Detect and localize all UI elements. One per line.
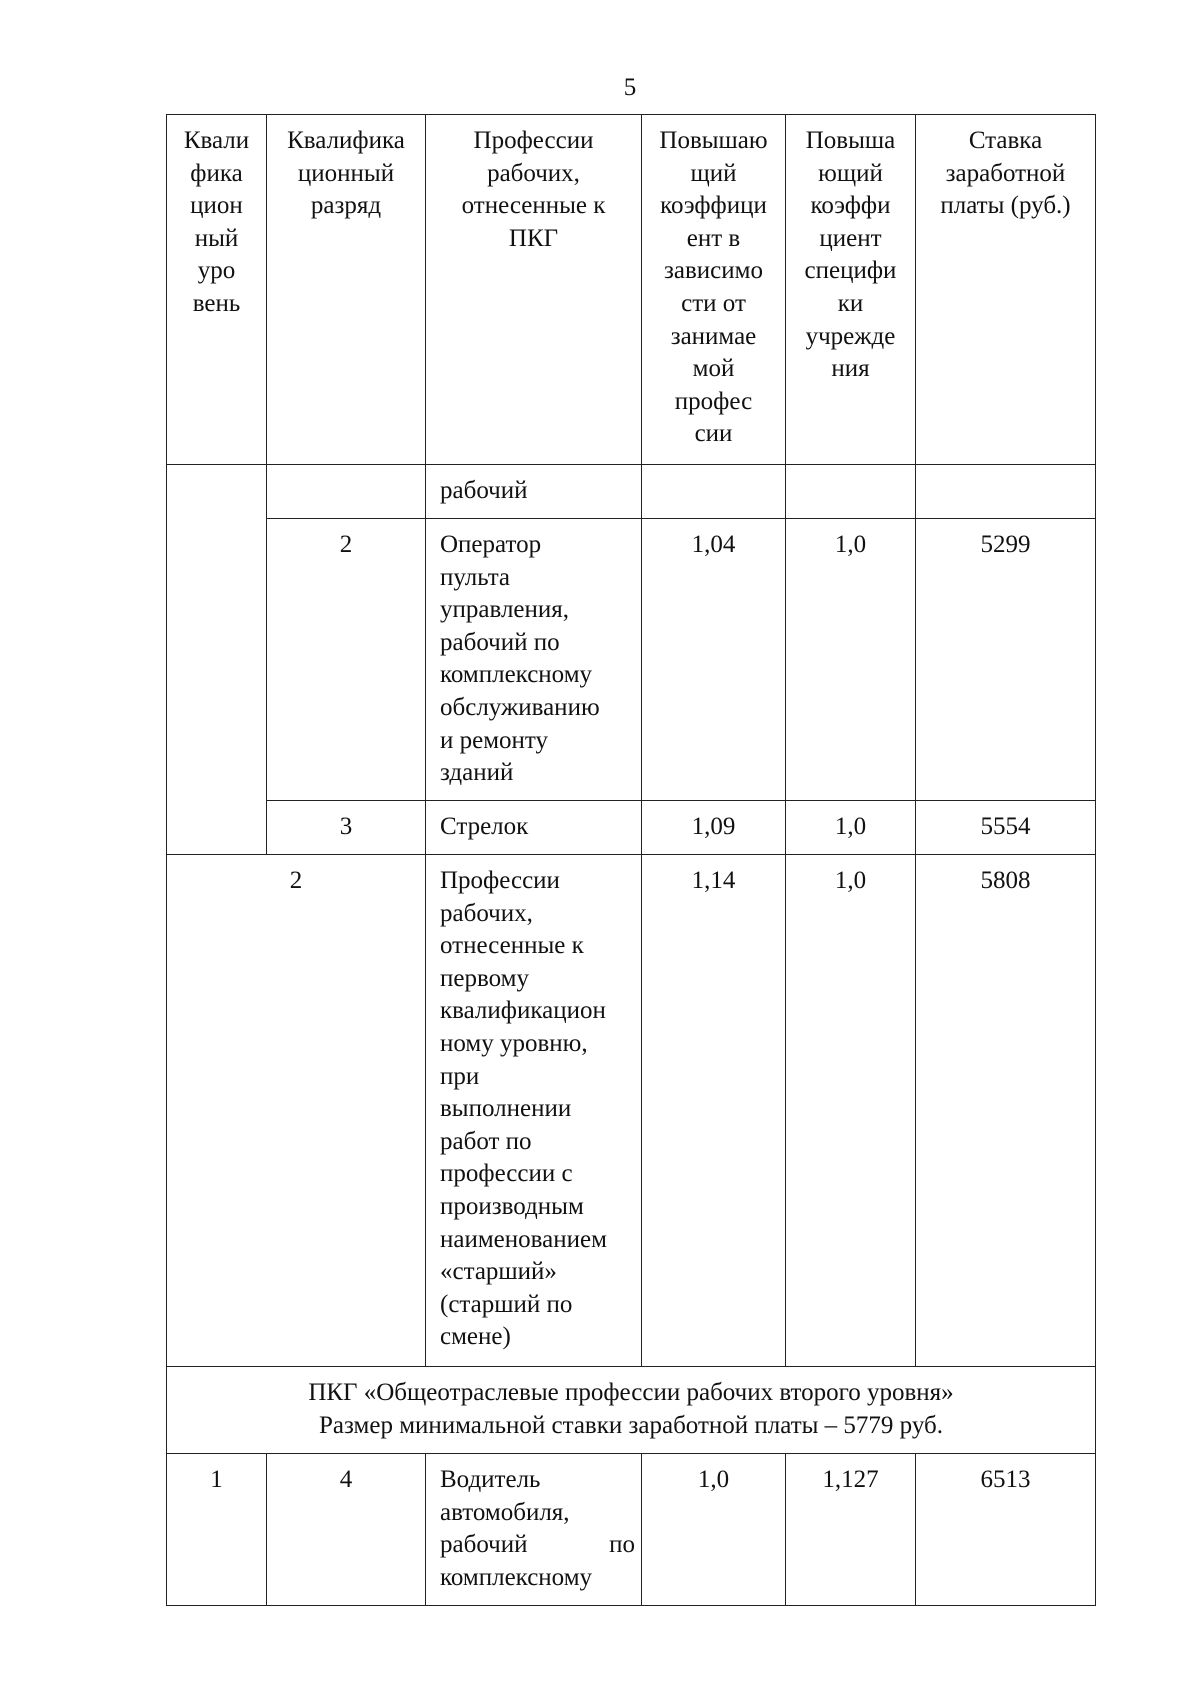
coef-specific-cell: 1,0 (786, 519, 916, 801)
coef-position-cell: 1,0 (642, 1454, 786, 1606)
profession-word: по (609, 1531, 635, 1559)
profession-cell: рабочий (426, 465, 642, 519)
profession-line: комплексному (440, 1563, 593, 1591)
grade-cell: 2 (267, 519, 426, 801)
group-band-title: ПКГ «Общеотраслевые профессии рабочих второго уровня» (308, 1379, 954, 1406)
group-band (167, 1367, 1096, 1454)
coef-position-cell: 1,09 (642, 801, 786, 855)
table-row (167, 519, 1096, 801)
level-cell-empty (167, 465, 267, 855)
header-professions: Профессии рабочих, отнесенные к ПКГ (426, 115, 642, 465)
salary-cell-empty (916, 465, 1096, 519)
header-grade: Квалифика ционный разряд (267, 115, 426, 465)
salary-table (166, 114, 1096, 1606)
header-coef-specific: Повыша ющий коэффи циент специфи ки учрежде ния (786, 115, 916, 465)
salary-cell: 5808 (916, 855, 1096, 1367)
page-number: 5 (623, 74, 637, 101)
group-band-min-salary: Размер минимальной ставки заработной платы – 5779 руб. (319, 1411, 943, 1439)
profession-cell: Стрелок (426, 801, 642, 855)
header-salary: Ставка заработной платы (руб.) (916, 115, 1096, 465)
table-row (167, 801, 1096, 855)
coef-specific-cell: 1,0 (786, 855, 916, 1367)
table-row (167, 1454, 1096, 1606)
coef-position-cell: 1,14 (642, 855, 786, 1367)
table-row (167, 855, 1096, 1367)
salary-cell: 6513 (916, 1454, 1096, 1606)
grade-cell: 4 (267, 1454, 426, 1606)
profession-line: автомобиля, (440, 1498, 570, 1526)
coef-specific-cell: 1,0 (786, 801, 916, 855)
group-band-row (167, 1367, 1096, 1454)
profession-line-justified (440, 1529, 635, 1562)
level-cell: 1 (167, 1454, 267, 1606)
header-coef-position: Повышаю щий коэффици ент в зависимо сти от занимае мой профес сии (642, 115, 786, 465)
coef-position-cell-empty (642, 465, 786, 519)
profession-cell: Оператор пульта управления, рабочий по комплексному обслуживанию и ремонту зданий (426, 519, 642, 801)
grade-cell-empty (267, 465, 426, 519)
salary-cell: 5299 (916, 519, 1096, 801)
level-cell: 2 (167, 855, 426, 1367)
coef-position-cell: 1,04 (642, 519, 786, 801)
table-row (167, 465, 1096, 519)
profession-word: рабочий (440, 1531, 528, 1559)
profession-line: Водитель (440, 1466, 541, 1493)
coef-specific-cell-empty (786, 465, 916, 519)
coef-specific-cell: 1,127 (786, 1454, 916, 1606)
table-header-row (167, 115, 1096, 465)
grade-cell: 3 (267, 801, 426, 855)
header-level: Квали фика цион ный уро вень (167, 115, 267, 465)
profession-cell (426, 1454, 642, 1606)
profession-cell: Профессии рабочих, отнесенные к первому квалификацион ному уровню, при выполнении работ по профессии с производным наименованием «старший» (старший по смене) (426, 855, 642, 1367)
salary-cell: 5554 (916, 801, 1096, 855)
